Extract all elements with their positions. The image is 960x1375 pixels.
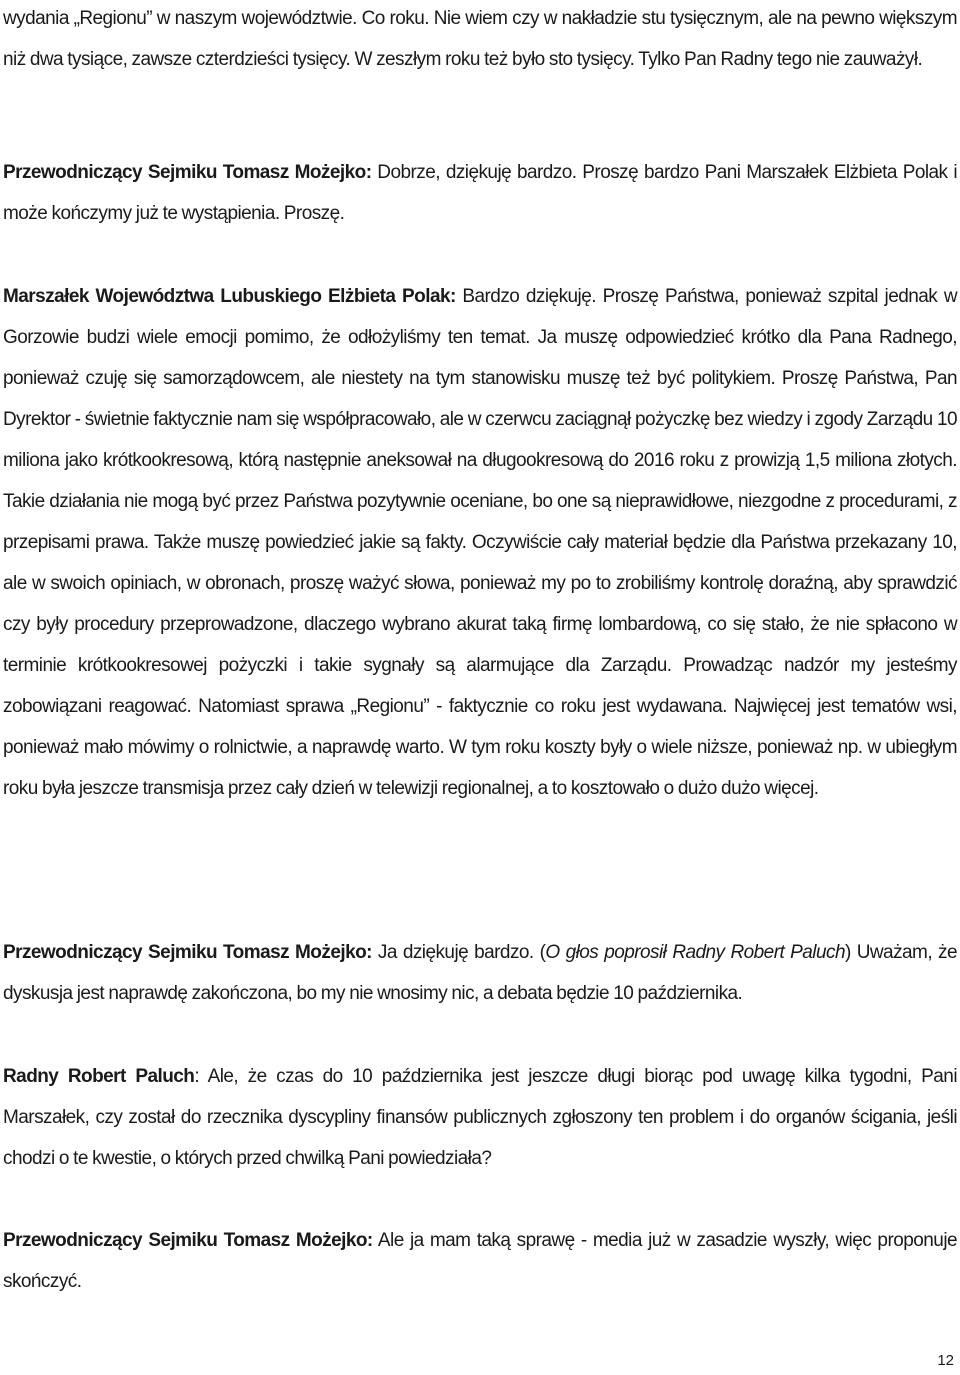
- paragraph-text: wydania „Regionu” w naszym województwie. Co roku. Nie wiem czy w nakładzie stu tysięcznym, ale na pewno większym niż dwa tysiące, zawsze czterdzieści tysięcy. W zeszłym roku też było sto tysięcy. Tylko Pan Radny tego nie zauważył.: [3, 8, 957, 70]
- page-number: 12: [937, 1352, 954, 1369]
- paragraph-text-after: ) Uważam, że dyskusja jest naprawdę zakończona, bo my nie wnosimy nic, a debata będzie 10 października.: [3, 942, 957, 1004]
- paragraph-chairman-final: [3, 1220, 957, 1302]
- speaker-name: Radny Robert Paluch: [3, 1066, 195, 1087]
- paragraph-text: Bardzo dziękuję. Proszę Państwa, ponieważ szpital jednak w Gorzowie budzi wiele emocji pomimo, że odłożyliśmy ten temat. Ja muszę odpowiedzieć krótko dla Pana Radnego, ponieważ czuję się samorządowcem, ale niestety na tym stanowisku muszę też być politykiem. Proszę Państwa, Pan Dyrektor - świetnie faktycznie nam się współpracowało, ale w czerwcu zaciągnął pożyczkę bez wiedzy i zgody Zarządu 10 miliona jako krótkookresową, którą następnie aneksował na długookresową do 2016 roku z prowizją 1,5 miliona złotych. Takie działania nie mogą być przez Państwa pozytywnie oceniane, bo one są nieprawidłowe, niezgodne z procedurami, z przepisami prawa. Także muszę powiedzieć jakie są fakty. Oczywiście cały materiał będzie dla Państwa przekazany 10, ale w swoich opiniach, w obronach, proszę ważyć słowa, ponieważ my po to zrobiliśmy kontrolę doraźną, aby sprawdzić czy były procedury przeprowadzone, dlaczego wybrano akurat taką firmę lombardową, co się stało, że nie spłacono w terminie krótkookresowej pożyczki i takie sygnały są alarmujące dla Zarządu. Prowadząc nadzór my jesteśmy zobowiązani reagować. Natomiast sprawa „Regionu” - faktycznie co roku jest wydawana. Najwięcej jest tematów wsi, ponieważ mało mówimy o rolnictwie, a naprawdę warto. W tym roku koszty były o wiele niższe, ponieważ np. w ubiegłym roku była jeszcze transmisja przez cały dzień w telewizji regionalnej, a to kosztowało o dużo dużo więcej.: [3, 286, 957, 799]
- paragraph-councillor-question: [3, 1056, 957, 1179]
- paragraph-chairman-closing: [3, 932, 957, 1014]
- stage-note: O głos poprosił Radny Robert Paluch: [545, 942, 845, 963]
- paragraph-text: Dobrze, dziękuję bardzo. Proszę bardzo Pani Marszałek Elżbieta Polak i może kończymy już te wystąpienia. Proszę.: [3, 162, 957, 224]
- paragraph-text: Ale ja mam taką sprawę - media już w zasadzie wyszły, więc proponuje skończyć.: [3, 1230, 958, 1292]
- speaker-name: Przewodniczący Sejmiku Tomasz Możejko:: [3, 1230, 373, 1251]
- paragraph-continuation: [3, 0, 957, 80]
- paragraph-text: Ja dziękuję bardzo. (: [371, 942, 546, 963]
- speaker-name: Marszałek Województwa Lubuskiego Elżbieta Polak:: [3, 286, 456, 307]
- paragraph-chairman-statement: [3, 152, 957, 234]
- speaker-name: Przewodniczący Sejmiku Tomasz Możejko:: [3, 162, 372, 183]
- paragraph-text: : Ale, że czas do 10 października jest jeszcze długi biorąc pod uwagę kilka tygodni, Pani Marszałek, czy został do rzecznika dyscypliny finansów publicznych zgłoszony ten problem i do organów ścigania, jeśli chodzi o te kwestie, o których przed chwilką Pani powiedziała?: [3, 1066, 957, 1169]
- paragraph-marshal-statement: [3, 276, 957, 809]
- speaker-name: Przewodniczący Sejmiku Tomasz Możejko:: [3, 942, 372, 963]
